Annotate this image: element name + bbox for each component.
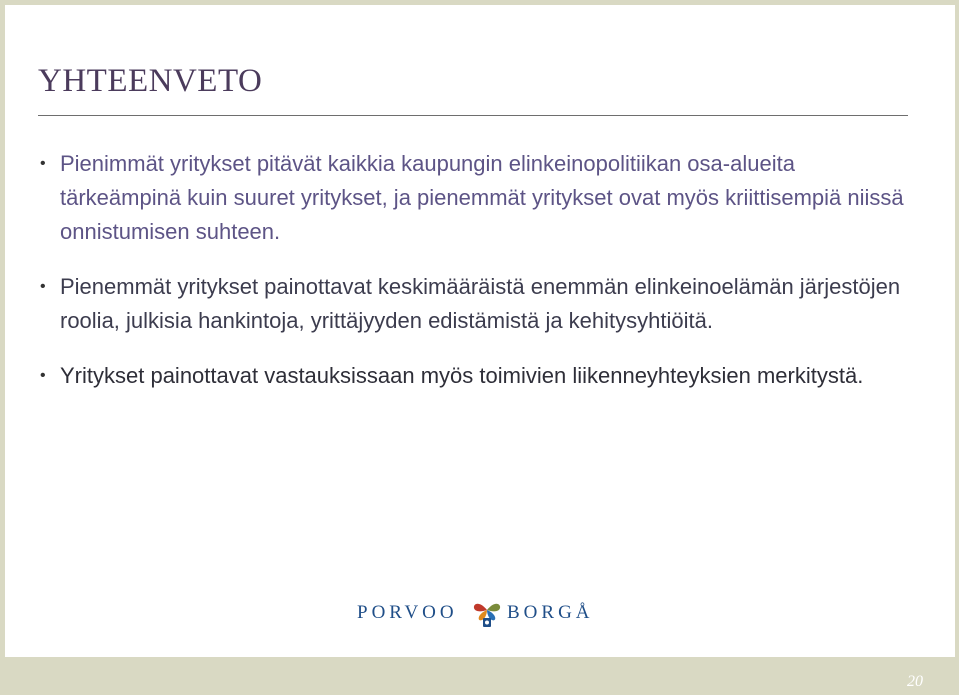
slide [5, 5, 955, 657]
bullet-item [38, 270, 918, 338]
bullet-text: Pienimmät yritykset pitävät kaikkia kaupungin elinkeinopolitiikan osa-alueita tärkeämpinä kuin suuret yritykset, ja pienemmät yritykset ovat myös kriittisempiä niissä onnistumisen suhteen. [60, 151, 904, 244]
bullet-text: Yritykset painottavat vastauksissaan myös toimivien liikenneyhteyksien merkitystä. [60, 363, 864, 388]
title-divider [38, 115, 908, 116]
logo-word-borga: BORGÅ [507, 602, 594, 623]
bullet-dot-icon: • [40, 367, 46, 384]
porvoo-borga-logo-mark-icon [471, 596, 503, 630]
logo-word-porvoo: PORVOO [357, 602, 458, 623]
slide-title: YHTEENVETO [38, 63, 263, 99]
bullet-list [38, 147, 918, 414]
bullet-dot-icon: • [40, 278, 46, 295]
page-number: 20 [907, 673, 923, 690]
porvoo-borga-logo [357, 595, 617, 631]
footer-bar [0, 657, 959, 695]
bullet-text: Pienemmät yritykset painottavat keskimääräistä enemmän elinkeinoelämän järjestöjen roolia, julkisia hankintoja, yrittäjyyden edistämistä ja kehitysyhtiöitä. [60, 274, 901, 333]
bullet-dot-icon: • [40, 155, 46, 172]
bullet-item [38, 359, 918, 393]
bullet-item [38, 147, 918, 249]
